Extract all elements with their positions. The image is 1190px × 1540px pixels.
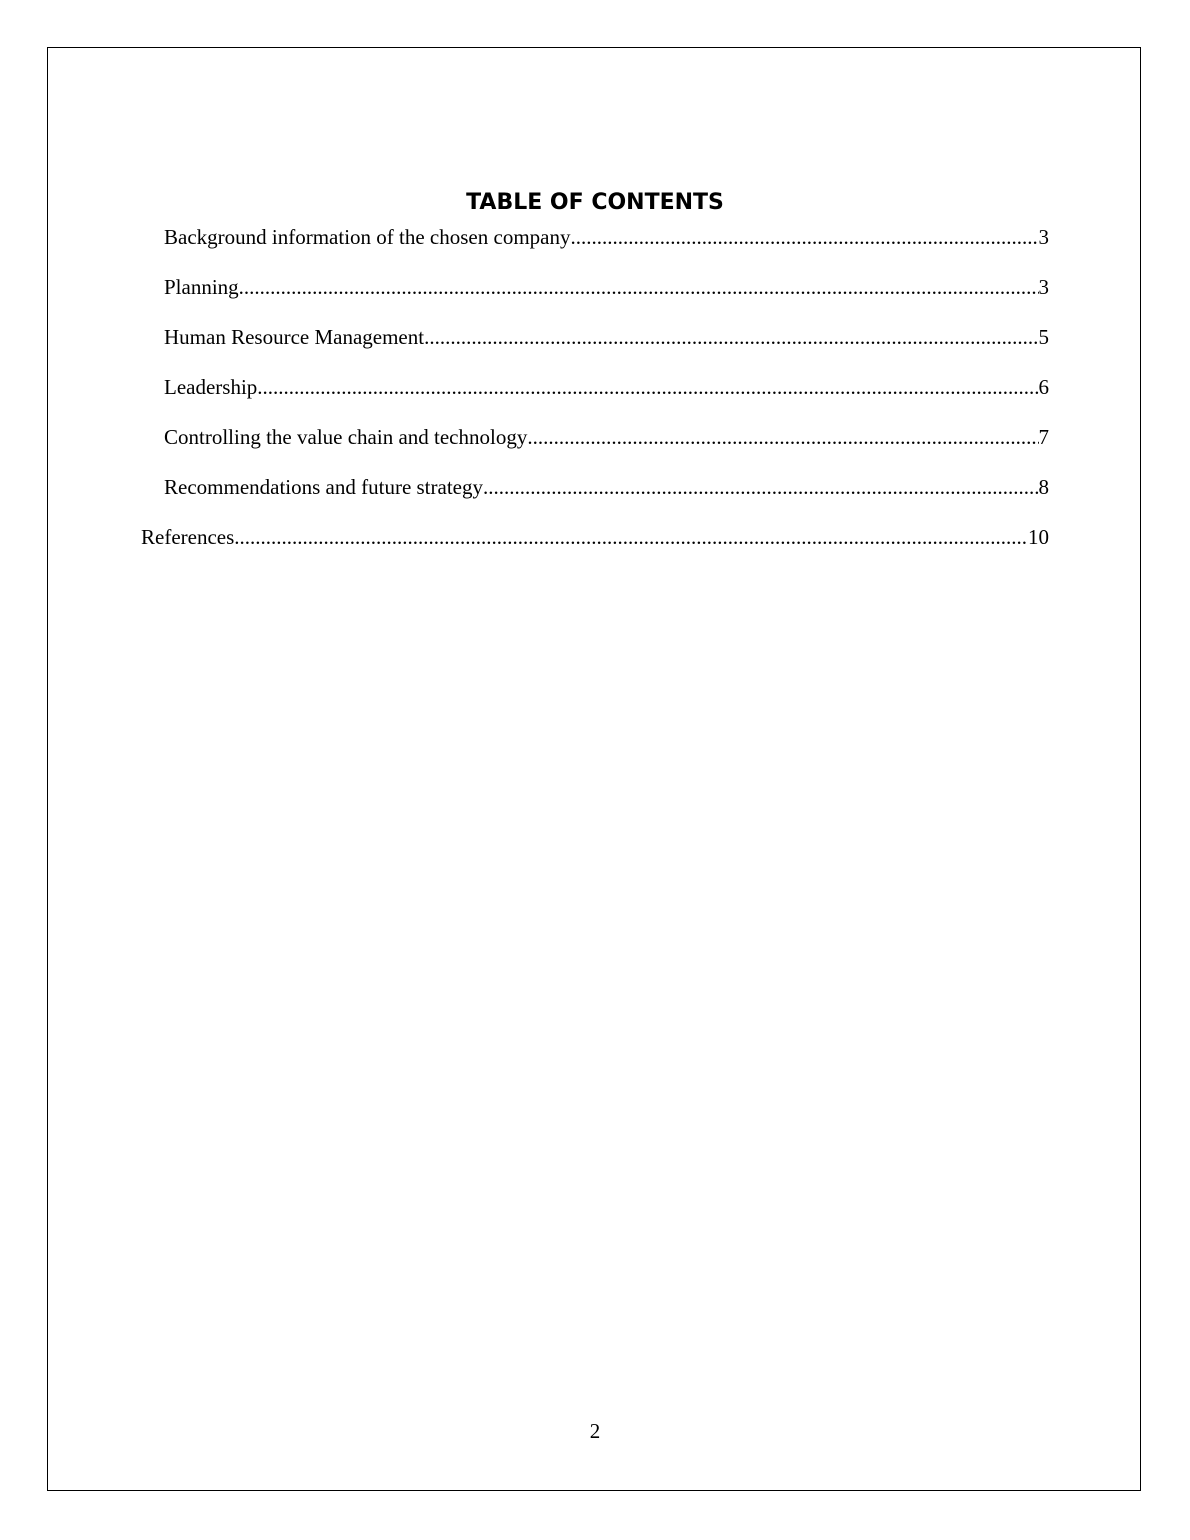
toc-entry-references[interactable] [141,522,1049,552]
toc-entry-planning[interactable] [164,272,1049,302]
toc-dot-leader [570,222,1038,252]
toc-dot-leader [527,422,1038,452]
toc-entry-page: 10 [1028,525,1049,549]
toc-entry-value-chain[interactable] [164,422,1049,452]
toc-entry-page: 8 [1038,475,1049,499]
toc-entry-page: 7 [1038,425,1049,449]
toc-entry-label: Recommendations and future strategy [164,475,483,499]
toc-dot-leader [483,472,1039,502]
page-border [47,47,1141,1491]
toc-dot-leader [239,272,1039,302]
toc-entry-page: 3 [1038,275,1049,299]
toc-entry-leadership[interactable] [164,372,1049,402]
toc-entry-page: 5 [1038,325,1049,349]
toc-dot-leader [234,522,1028,552]
toc-entry-page: 6 [1038,375,1049,399]
page-number: 2 [589,1419,601,1443]
toc-title: TABLE OF CONTENTS [466,190,724,215]
toc-entry-label: Planning [164,275,239,299]
toc-entry-label: Human Resource Management [164,325,425,349]
toc-entry-background[interactable] [164,222,1049,252]
toc-entry-human-resource-management[interactable] [164,322,1049,352]
toc-entry-label: References [141,525,235,549]
toc-entry-recommendations[interactable] [164,472,1049,502]
toc-dot-leader [257,372,1038,402]
toc-entry-label: Controlling the value chain and technology [164,425,528,449]
toc-entry-label: Leadership [164,375,258,399]
toc-entry-page: 3 [1038,225,1049,249]
toc-entry-label: Background information of the chosen company [164,225,571,249]
toc-dot-leader [424,322,1038,352]
